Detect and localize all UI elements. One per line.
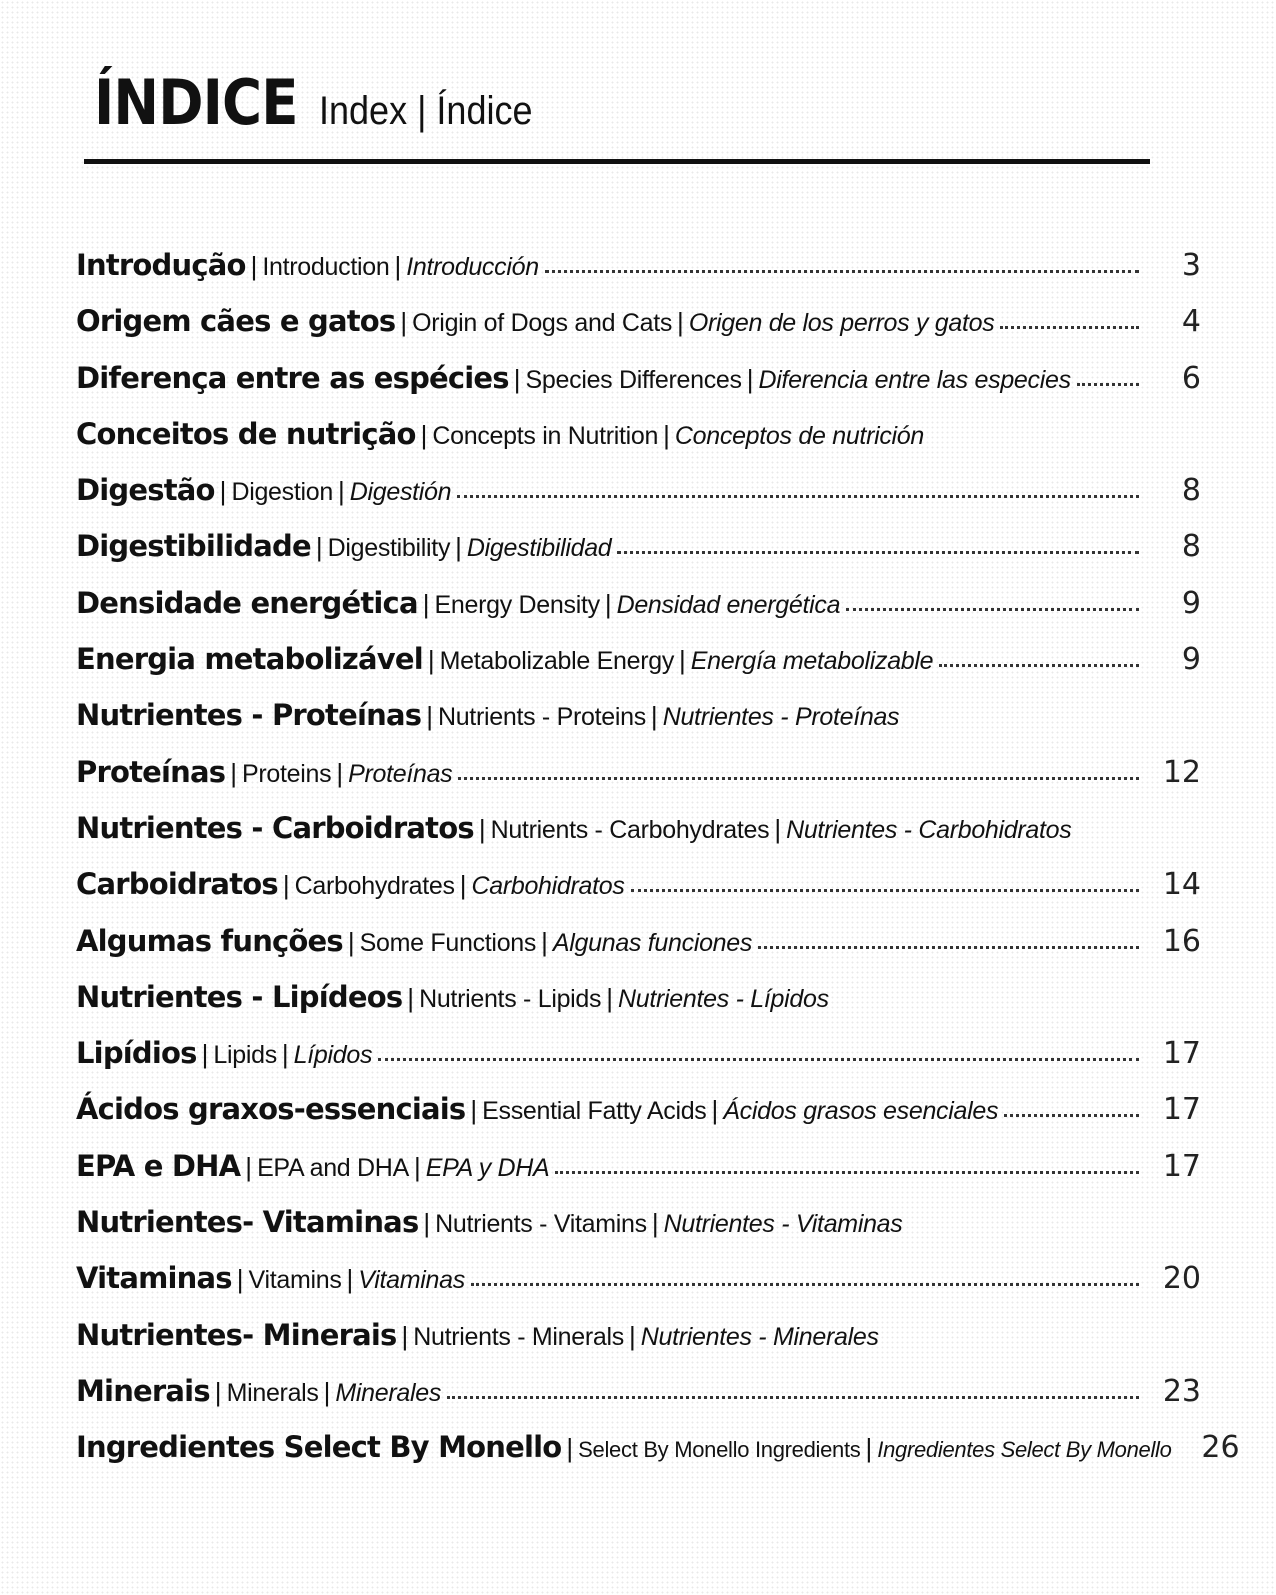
entry-title-es: Lípidos: [293, 1041, 373, 1070]
entry-title-es: Origen de los perros y gatos: [688, 309, 995, 338]
separator: |: [282, 870, 290, 901]
entry-title-pt: Proteínas: [76, 754, 226, 789]
separator: |: [663, 419, 670, 450]
entry-title-pt: Digestibilidade: [76, 529, 311, 564]
entry-title-es: Nutrientes - Proteínas: [662, 703, 900, 732]
dot-leader: [1004, 1114, 1139, 1117]
toc-entry[interactable]: [76, 1149, 1201, 1205]
entry-title-en: Species Differences: [525, 365, 742, 394]
toc-entry[interactable]: [76, 698, 1201, 754]
entry-title-en: Some Functions: [359, 928, 537, 957]
toc-entry[interactable]: [76, 361, 1201, 417]
entry-title-es: Carbohidratos: [471, 872, 625, 901]
page-number: 8: [1181, 473, 1201, 509]
page-number: 17: [1162, 1036, 1201, 1072]
toc-entry[interactable]: [76, 924, 1201, 980]
toc-entry-titles: [76, 304, 994, 338]
separator: |: [422, 588, 430, 619]
toc-entry[interactable]: [76, 417, 1201, 473]
entry-title-en: Introduction: [262, 253, 390, 281]
separator: |: [413, 1151, 421, 1182]
entry-title-pt: Algumas funções: [76, 923, 343, 958]
separator: |: [566, 1433, 574, 1464]
toc-entry-titles: [76, 1205, 902, 1239]
toc-entry[interactable]: [76, 642, 1201, 698]
entry-title-en: Nutrients - Lipids: [419, 984, 602, 1013]
toc-entry[interactable]: [76, 529, 1201, 585]
entry-title-pt: Energia metabolizável: [76, 642, 423, 677]
entry-title-pt: Nutrientes - Carboidratos: [76, 810, 474, 845]
page-subtitle: Index | Índice: [319, 89, 533, 133]
entry-title-es: Digestión: [349, 478, 452, 507]
toc-entry-titles: [76, 755, 452, 789]
page-number: 6: [1181, 360, 1201, 396]
entry-title-en: Minerals: [226, 1378, 319, 1407]
entry-title-pt: Nutrientes- Vitaminas: [76, 1205, 419, 1240]
entry-title-en: Nutrients - Proteins: [437, 703, 646, 732]
entry-title-es: Ácidos grasos esenciales: [723, 1097, 999, 1126]
separator: |: [679, 645, 686, 676]
separator: |: [230, 757, 237, 788]
separator: |: [323, 1376, 331, 1407]
entry-title-es: EPA y DHA: [425, 1153, 550, 1182]
toc-entry-titles: [76, 698, 899, 732]
page-number: 20: [1162, 1261, 1201, 1297]
separator: |: [236, 1264, 244, 1295]
toc-entry-titles: [76, 473, 451, 507]
separator: |: [250, 251, 258, 281]
separator: |: [281, 1039, 289, 1070]
entry-title-es: Diferencia entre las especies: [758, 365, 1071, 394]
separator: |: [651, 1208, 659, 1239]
dot-leader: [378, 1058, 1139, 1061]
separator: |: [746, 363, 754, 394]
page-number: 9: [1181, 585, 1201, 621]
toc-entry[interactable]: [76, 1205, 1201, 1261]
toc-entry-titles: [76, 1149, 549, 1183]
entry-title-en: Essential Fatty Acids: [482, 1097, 707, 1126]
dot-leader: [447, 1396, 1139, 1399]
separator: |: [541, 926, 548, 957]
separator: |: [470, 1095, 478, 1126]
toc-entry[interactable]: [76, 1374, 1201, 1430]
separator: |: [426, 701, 433, 732]
page-number: 26: [1201, 1430, 1240, 1466]
entry-title-pt: Nutrientes - Lipídeos: [76, 979, 403, 1014]
separator: |: [245, 1151, 253, 1182]
entry-title-pt: Vitaminas: [76, 1261, 232, 1296]
entry-title-es: Ingredientes Select By Monello: [877, 1437, 1172, 1463]
dot-leader: [458, 777, 1139, 780]
toc-entry-titles: [76, 1092, 998, 1126]
entry-title-en: Lipids: [213, 1041, 277, 1070]
separator: |: [400, 307, 408, 338]
separator: |: [346, 1264, 354, 1295]
separator: |: [606, 982, 614, 1013]
separator: |: [455, 532, 462, 563]
entry-title-es: Algunas funciones: [552, 928, 753, 957]
entry-title-es: Digestibilidad: [466, 534, 612, 563]
toc-entry-titles: [76, 1374, 441, 1408]
page-number: 8: [1181, 529, 1201, 565]
entry-title-es: Nutrientes - Vitaminas: [663, 1210, 903, 1239]
toc-entry-titles: [76, 1036, 372, 1070]
toc-entry-titles: [76, 586, 840, 620]
entry-title-en: Origin of Dogs and Cats: [412, 309, 673, 338]
page-number: 4: [1181, 304, 1201, 340]
separator: |: [201, 1039, 209, 1070]
dot-leader: [939, 664, 1139, 667]
table-of-contents: [76, 248, 1240, 1487]
entry-title-pt: Minerais: [76, 1373, 210, 1408]
entry-title-pt: Digestão: [76, 473, 215, 508]
separator: |: [628, 1320, 636, 1351]
entry-title-en: Digestion: [231, 478, 333, 507]
separator: |: [865, 1433, 873, 1464]
separator: |: [219, 476, 227, 507]
dot-leader: [545, 270, 1139, 273]
dot-leader: [631, 889, 1139, 892]
toc-entry-titles: [76, 417, 924, 451]
entry-title-en: Metabolizable Energy: [439, 647, 675, 676]
toc-entry-titles: [76, 361, 1071, 395]
toc-entry[interactable]: [76, 1430, 1240, 1486]
page-title: ÍNDICE: [94, 66, 298, 139]
separator: |: [513, 363, 521, 394]
dot-leader: [471, 1283, 1139, 1286]
separator: |: [459, 870, 467, 901]
entry-title-es: Minerales: [335, 1378, 442, 1407]
entry-title-pt: Lipídios: [76, 1036, 197, 1071]
entry-title-pt: Conceitos de nutrição: [76, 416, 416, 451]
entry-title-pt: Origem cães e gatos: [76, 304, 396, 339]
toc-entry-titles: [76, 924, 752, 958]
toc-entry[interactable]: [76, 586, 1201, 642]
entry-title-es: Energía metabolizable: [690, 647, 934, 676]
entry-title-pt: Densidade energética: [76, 585, 418, 620]
separator: |: [407, 982, 415, 1013]
entry-title-es: Proteínas: [348, 759, 453, 788]
entry-title-en: Nutrients - Minerals: [413, 1322, 624, 1351]
separator: |: [336, 757, 344, 788]
toc-entry[interactable]: [76, 1261, 1201, 1317]
toc-entry[interactable]: [76, 811, 1201, 867]
header-divider: [84, 159, 1150, 164]
entry-title-pt: Carboidratos: [76, 867, 278, 902]
entry-title-en: Energy Density: [434, 590, 600, 619]
page-number: 9: [1181, 642, 1201, 678]
separator: |: [394, 251, 402, 281]
toc-entry[interactable]: [76, 1092, 1201, 1148]
entry-title-pt: Diferença entre as espécies: [76, 360, 509, 395]
toc-entry[interactable]: [76, 1036, 1201, 1092]
toc-entry-titles: [76, 1430, 1172, 1464]
entry-title-pt: EPA e DHA: [76, 1148, 241, 1183]
toc-entry[interactable]: [76, 248, 1201, 304]
toc-entry-titles: [76, 980, 829, 1014]
entry-title-es: Nutrientes - Carbohidratos: [786, 815, 1072, 844]
entry-title-pt: Nutrientes- Minerais: [76, 1317, 397, 1352]
separator: |: [315, 532, 323, 563]
dot-leader: [457, 495, 1139, 498]
separator: |: [478, 813, 486, 844]
toc-entry-titles: [76, 867, 625, 901]
entry-title-es: Vitaminas: [358, 1266, 465, 1295]
entry-title-en: Digestibility: [327, 534, 451, 563]
separator: |: [711, 1095, 719, 1126]
entry-title-es: Introducción: [406, 253, 539, 281]
separator: |: [347, 926, 355, 957]
entry-title-pt: Ingredientes Select By Monello: [76, 1430, 562, 1465]
entry-title-en: Vitamins: [248, 1266, 342, 1295]
toc-entry-titles: [76, 811, 1071, 845]
separator: |: [427, 645, 435, 676]
separator: |: [401, 1320, 409, 1351]
toc-entry-titles: [76, 642, 933, 676]
entry-title-es: Densidad energética: [616, 590, 841, 619]
page-header: [94, 66, 556, 139]
separator: |: [604, 588, 612, 619]
entry-title-en: Nutrients - Carbohydrates: [490, 815, 770, 844]
separator: |: [774, 813, 782, 844]
dot-leader: [555, 1171, 1139, 1174]
entry-title-en: EPA and DHA: [257, 1153, 409, 1182]
toc-entry[interactable]: [76, 473, 1201, 529]
toc-entry[interactable]: [76, 755, 1201, 811]
toc-entry-titles: [76, 248, 539, 282]
entry-title-en: Concepts in Nutrition: [432, 421, 659, 450]
page-number: 3: [1181, 248, 1201, 283]
separator: |: [337, 476, 345, 507]
page-number: 16: [1162, 923, 1201, 959]
page-number: 14: [1162, 867, 1201, 903]
entry-title-en: Select By Monello Ingredients: [578, 1437, 861, 1463]
toc-entry-titles: [76, 1318, 879, 1352]
toc-entry-titles: [76, 529, 611, 563]
entry-title-pt: Nutrientes - Proteínas: [76, 698, 422, 733]
entry-title-es: Conceptos de nutrición: [674, 421, 925, 450]
entry-title-es: Nutrientes - Lípidos: [618, 984, 829, 1013]
entry-title-en: Nutrients - Vitamins: [435, 1210, 647, 1239]
entry-title-en: Carbohydrates: [294, 872, 455, 901]
separator: |: [423, 1208, 431, 1239]
page-number: 17: [1162, 1148, 1201, 1184]
toc-entry[interactable]: [76, 980, 1201, 1036]
page-number: 23: [1162, 1373, 1201, 1409]
entry-title-en: Proteins: [242, 759, 332, 788]
toc-entry[interactable]: [76, 304, 1201, 360]
dot-leader: [617, 551, 1139, 554]
separator: |: [677, 307, 684, 338]
toc-entry-titles: [76, 1261, 465, 1295]
entry-title-pt: Ácidos graxos-essenciais: [76, 1092, 466, 1127]
separator: |: [214, 1376, 222, 1407]
toc-entry[interactable]: [76, 867, 1201, 923]
dot-leader: [1000, 326, 1139, 329]
toc-entry[interactable]: [76, 1318, 1201, 1374]
separator: |: [650, 701, 658, 732]
entry-title-pt: Introdução: [76, 248, 246, 282]
dot-leader: [1077, 383, 1139, 386]
dot-leader: [758, 946, 1139, 949]
page-number: 12: [1162, 754, 1201, 790]
entry-title-es: Nutrientes - Minerales: [640, 1322, 879, 1351]
dot-leader: [846, 608, 1139, 611]
separator: |: [420, 419, 428, 450]
page-number: 17: [1162, 1092, 1201, 1128]
